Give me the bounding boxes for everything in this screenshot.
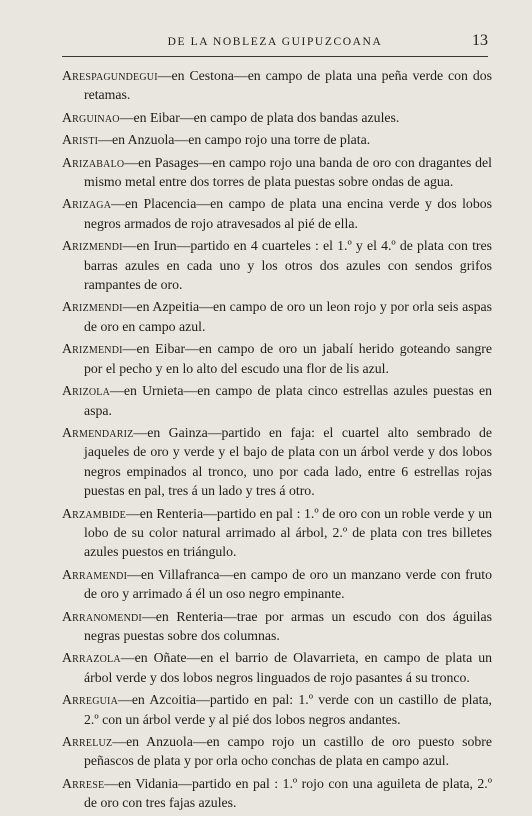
entry (62, 297, 492, 336)
entry-text: —en Oñate—en el barrio de Olavarrieta, en campo de plata un árbol verde y dos lobos negros linguados de rojo pasantes á su tronco. (84, 650, 492, 685)
entry-name: Arzambide (62, 505, 126, 521)
entry-name: Arreluz (62, 734, 113, 749)
running-header (62, 32, 488, 52)
entry-name: Aristi (62, 132, 99, 148)
entry-name: Arizmendi (62, 341, 123, 357)
entry (62, 108, 492, 127)
entry (62, 648, 492, 687)
entry-text: —en Pasages—en campo rojo una banda de oro con dragantes del mismo metal entre dos torres de plata puestas sobre ondas de agua. (84, 154, 492, 190)
entry (62, 565, 492, 604)
entry-name: Armendariz (62, 424, 134, 440)
entry (62, 774, 492, 813)
entry-name: Arizmendi (62, 238, 123, 254)
entry-name: Arranomendi (62, 608, 142, 624)
entry-text: —en Anzuola—en campo rojo una torre de plata. (98, 132, 371, 148)
entry-text: —en Renteria—trae por armas un escudo con dos águilas negras puestas sobre dos columnas. (84, 608, 492, 643)
entry (62, 504, 492, 562)
entry (62, 339, 492, 378)
entry-text: —en Renteria—partido en pal : 1.º de oro con un roble verde y un lobo de su color natural arrimado al árbol, 2.º de plata con tres billetes azules puestos en triángulo. (84, 505, 492, 560)
entry (62, 607, 492, 646)
entry-name: Arespagundegui (62, 68, 158, 83)
entries-list (62, 66, 492, 816)
entry (62, 66, 492, 105)
entry-name: Arizmendi (62, 299, 123, 315)
entry-text: —en Villafranca—en campo de oro un manzano verde con fruto de oro y arrimado á él un oso negro empinante. (84, 566, 492, 602)
entry (62, 732, 492, 771)
entry-text: —en Eibar—en campo de plata dos bandas azules. (119, 109, 400, 125)
entry (62, 423, 492, 501)
entry-text: —en Placencia—en campo de plata una encina verde y dos lobos negros armados de rojo atravesados al pié de ella. (84, 196, 492, 231)
entry (62, 236, 492, 294)
entry-text: —en Azcoitia—partido en pal: 1.º verde con un castillo de plata, 2.º con un árbol verde y al pié dos lobos negros andantes. (84, 692, 492, 727)
entry-text: —en Irun—partido en 4 cuarteles : el 1.º y el 4.º de plata con tres barras azules en cada uno y los otros dos azules con sendos grifos rampantes de oro. (84, 238, 492, 293)
entry (62, 690, 492, 729)
entry-name: Arrazola (62, 650, 121, 666)
page-number: 13 (472, 32, 488, 49)
running-title: DE LA NOBLEZA GUIPUZCOANA (167, 36, 383, 48)
entry (62, 381, 492, 420)
entry-text: —en Gainza—partido en faja: el cuartel alto sembrado de jaqueles de oro y verde y el bajo de plata con un árbol verde y dos lobos negros empinados al tronco, uno por cada lado, entre 6 estrellas rojas puestas en pal, tres á un lado y tres á otro. (84, 424, 492, 499)
entry-text: —en Vidania—partido en pal : 1.º rojo con una aguileta de plata, 2.º de oro con tres fajas azules. (84, 775, 492, 811)
header-rule (62, 56, 488, 57)
entry-name: Arizola (62, 383, 111, 399)
entry-name: Arguinao (62, 109, 120, 125)
entry-name: Arreguia (62, 692, 119, 708)
entry-name: Arrese (62, 775, 105, 791)
entry-name: Arizabalo (62, 154, 125, 170)
entry-text: —en Cestona—en campo de plata una peña verde con dos retamas. (84, 68, 492, 103)
entry-text: —en Eibar—en campo de oro un jabalí herido goteando sangre por el pecho y en lo alto del escudo una flor de lis azul. (84, 341, 492, 376)
entry (62, 194, 492, 233)
entry (62, 130, 492, 149)
entry-text: —en Urnieta—en campo de plata cinco estrellas azules puestas en aspa. (84, 383, 492, 418)
entry-text: —en Azpeitia—en campo de oro un leon rojo y por orla seis aspas de oro en campo azul. (84, 299, 492, 334)
entry (62, 153, 492, 192)
entry-name: Arramendi (62, 566, 128, 582)
entry-text: —en Anzuola—en campo rojo un castillo de oro puesto sobre peñascos de plata y por orla ocho conchas de plata en campo azul. (84, 734, 492, 769)
entry-name: Arizaga (62, 196, 112, 212)
